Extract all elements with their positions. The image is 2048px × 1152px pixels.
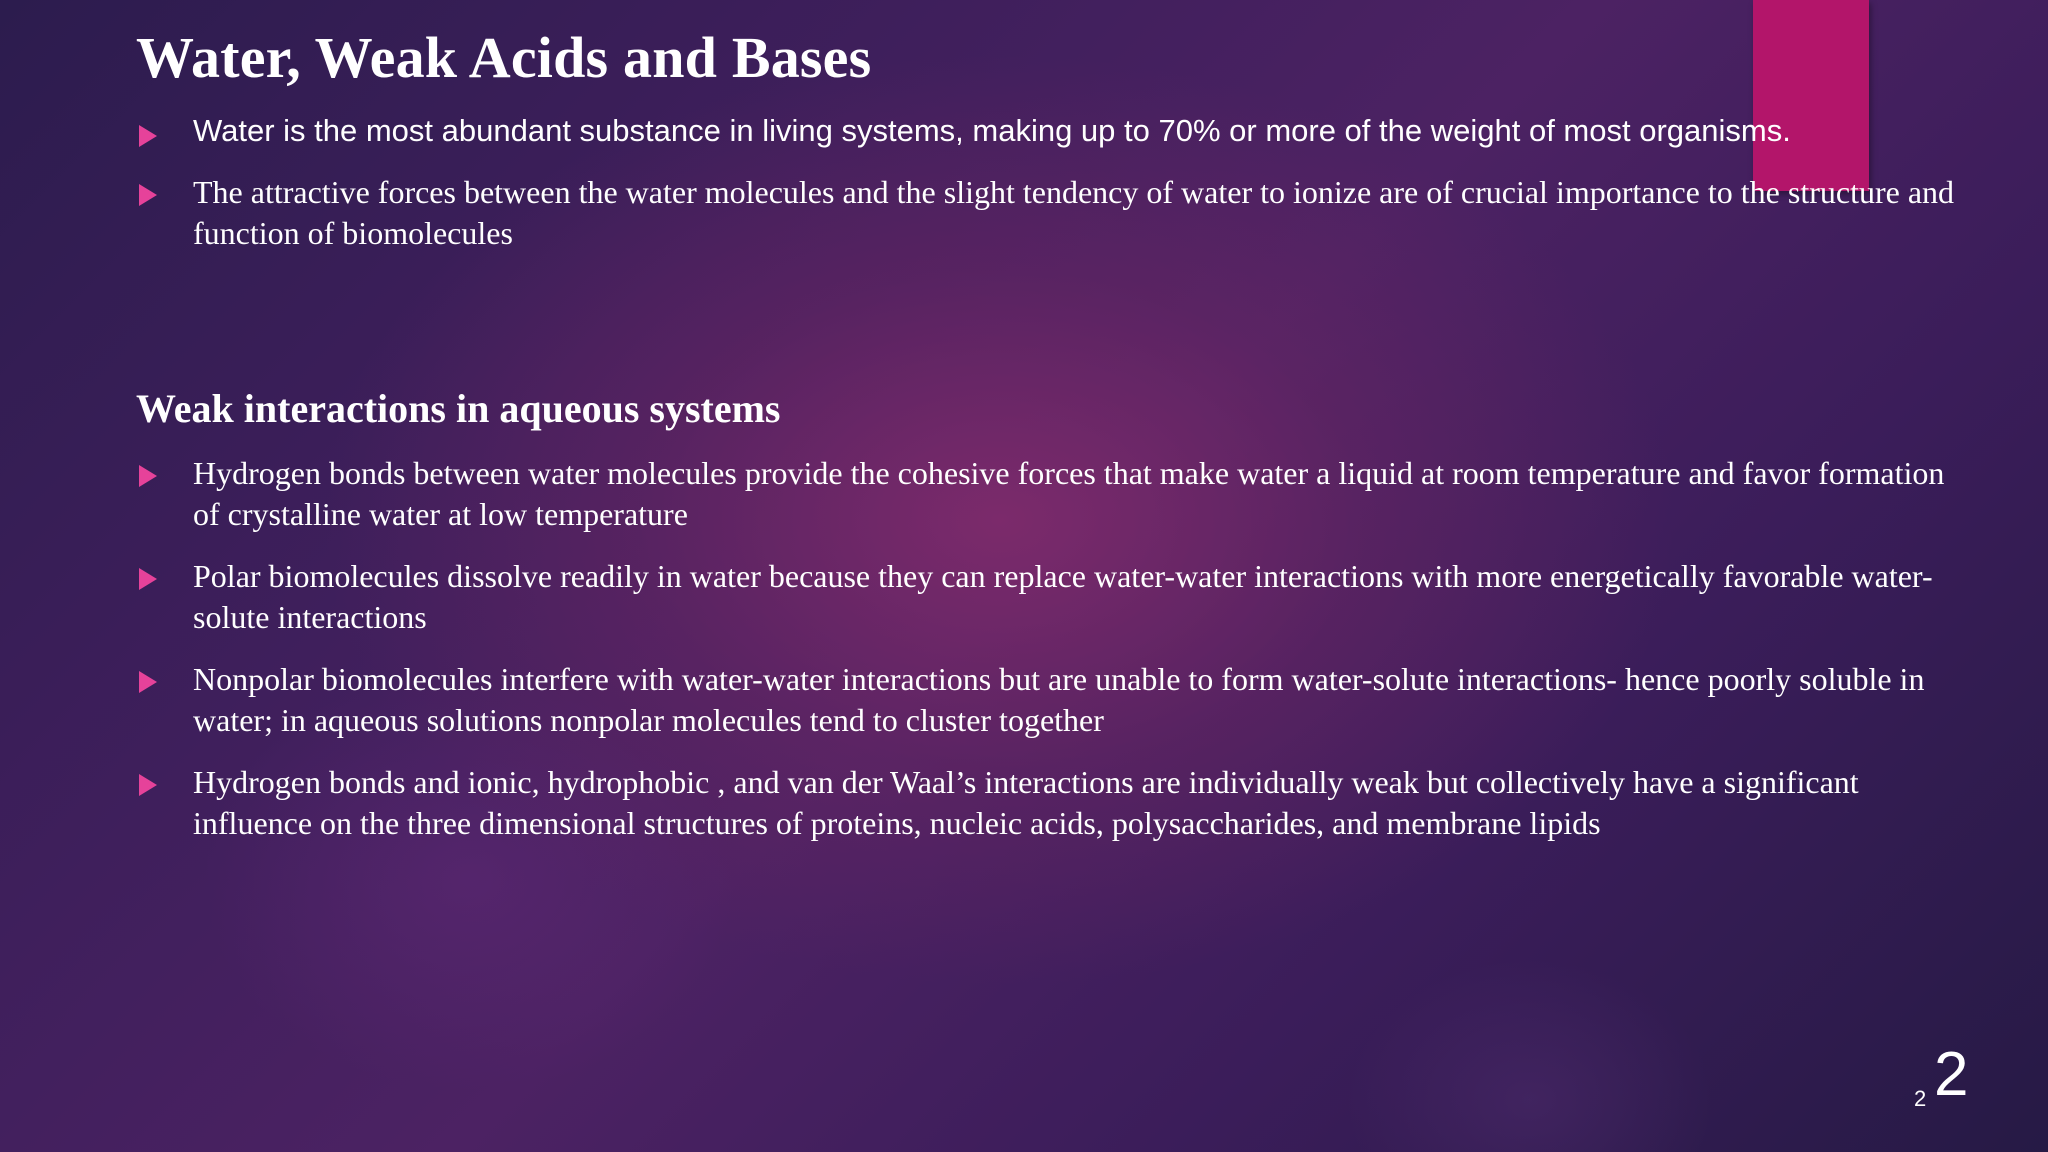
list-item	[136, 172, 1993, 254]
slide-number-large: 2	[1934, 1040, 1969, 1109]
triangle-right-icon	[139, 671, 157, 693]
triangle-right-icon	[139, 465, 157, 487]
bullet-text: Hydrogen bonds between water molecules provide the cohesive forces that make water a liquid at room temperature and favor formation of crystalline water at low temperature	[193, 455, 1945, 532]
bullet-text: Polar biomolecules dissolve readily in water because they can replace water-water interactions with more energetically favorable water-solute interactions	[193, 558, 1933, 635]
section-subheading: Weak interactions in aqueous systems	[136, 386, 781, 431]
list-item	[136, 556, 1966, 638]
intro-bullet-list	[136, 110, 1955, 254]
bullet-text: The attractive forces between the water molecules and the slight tendency of water to ionize are of crucial importance to the structure and function of biomolecules	[193, 174, 1955, 251]
bullet-text: Hydrogen bonds and ionic, hydrophobic , and van der Waal’s interactions are individually weak but collectively have a significant influence on the three dimensional structures of proteins, nucleic acids, polysaccharides, and membrane lipids	[193, 764, 1859, 841]
triangle-right-icon	[139, 184, 157, 206]
bullet-text: Water is the most abundant substance in living systems, making up to 70% or more of the weight of most organisms.	[193, 113, 1791, 148]
list-item	[136, 659, 1966, 741]
bullet-text: Nonpolar biomolecules interfere with water-water interactions but are unable to form water-solute interactions- hence poorly soluble in water; in aqueous solutions nonpolar molecules tend to cluster together	[193, 661, 1925, 738]
weak-interactions-bullet-list	[136, 453, 1966, 865]
triangle-right-icon	[139, 125, 157, 147]
list-item	[136, 453, 1966, 535]
slide-title: Water, Weak Acids and Bases	[136, 25, 872, 90]
triangle-right-icon	[139, 568, 157, 590]
list-item	[136, 762, 1966, 844]
list-item	[136, 110, 1953, 151]
triangle-right-icon	[139, 774, 157, 796]
slide-number-small: 2	[1914, 1086, 1927, 1111]
